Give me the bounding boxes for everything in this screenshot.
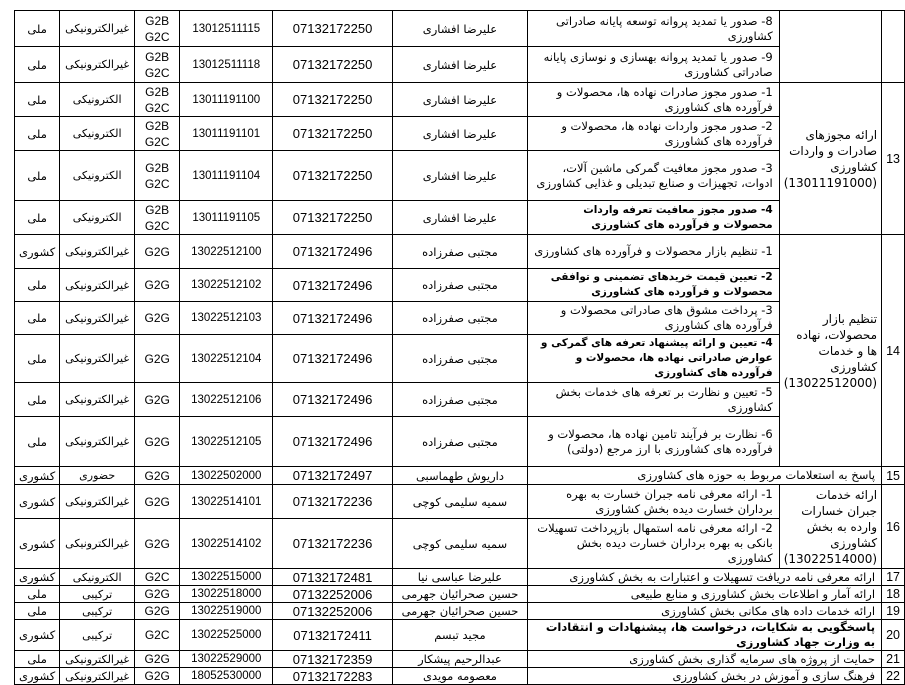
row-number: 22	[882, 668, 905, 685]
table-row	[15, 383, 905, 417]
service-type: G2G	[135, 651, 180, 668]
service-level: کشوری	[15, 668, 60, 685]
service-type: G2B G2C	[135, 201, 180, 235]
responsible-person: مجتبی صفرزاده	[392, 302, 527, 335]
service-title: حمایت از پروژه های سرمایه گذاری بخش کشاورزی	[528, 651, 882, 668]
service-level: ملی	[15, 83, 60, 117]
delivery-mode: غیرالکترونیکی	[60, 651, 135, 668]
row-number: 20	[882, 620, 905, 651]
responsible-person: عبدالرحیم پیشکار	[392, 651, 527, 668]
service-level: ملی	[15, 269, 60, 302]
responsible-person: مجتبی صفرزاده	[392, 269, 527, 302]
phone-number: 07132172236	[273, 519, 393, 569]
phone-number: 07132172496	[273, 269, 393, 302]
service-level: ملی	[15, 151, 60, 201]
delivery-mode: غیرالکترونیکی	[60, 11, 135, 47]
delivery-mode: الکترونیکی	[60, 201, 135, 235]
phone-number: 07132172283	[273, 668, 393, 685]
service-type: G2G	[135, 269, 180, 302]
service-title: 5- تعیین و نظارت بر تعرفه های خدمات بخش کشاورزی	[528, 383, 780, 417]
table-row	[15, 417, 905, 467]
phone-number: 07132172497	[273, 467, 393, 485]
delivery-mode: الکترونیکی	[60, 117, 135, 151]
table-row	[15, 302, 905, 335]
service-type: G2B G2C	[135, 151, 180, 201]
service-code: 13022512105	[180, 417, 273, 467]
service-level: ملی	[15, 417, 60, 467]
row-number: 16	[882, 485, 905, 569]
service-group: تنظیم بازار محصولات، نهاده ها و خدمات کشاورزی (13022512000)	[779, 235, 881, 467]
phone-number: 07132172496	[273, 335, 393, 383]
responsible-person: سمیه سلیمی کوچی	[392, 485, 527, 519]
responsible-person: مجتبی صفرزاده	[392, 417, 527, 467]
delivery-mode: الکترونیکی	[60, 569, 135, 586]
delivery-mode: غیرالکترونیکی	[60, 668, 135, 685]
service-level: ملی	[15, 302, 60, 335]
table-row	[15, 117, 905, 151]
service-title: ارائه معرفی نامه دریافت تسهیلات و اعتبارات به بخش کشاورزی	[528, 569, 882, 586]
service-level: ملی	[15, 603, 60, 620]
table-row	[15, 485, 905, 519]
service-code: 18052530000	[180, 668, 273, 685]
service-code: 13022514101	[180, 485, 273, 519]
phone-number: 07132172250	[273, 83, 393, 117]
service-code: 13012511115	[180, 11, 273, 47]
table-row	[15, 11, 905, 47]
service-title: ارائه آمار و اطلاعات بخش کشاورزی و منابع طبیعی	[528, 586, 882, 603]
row-number: 13	[882, 83, 905, 235]
row-number: 21	[882, 651, 905, 668]
service-type: G2G	[135, 417, 180, 467]
table-row	[15, 620, 905, 651]
responsible-person: سمیه سلیمی کوچی	[392, 519, 527, 569]
service-type: G2B G2C	[135, 83, 180, 117]
service-title: 1- تنظیم بازار محصولات و فرآورده های کشاورزی	[528, 235, 780, 269]
service-title: 4- تعیین و ارائه پیشنهاد تعرفه های گمرکی و عوارض صادراتی نهاده ها، محصولات و فرآورده های کشاورزی	[528, 335, 780, 383]
responsible-person: حسین صحرائیان جهرمی	[392, 603, 527, 620]
service-type: G2G	[135, 668, 180, 685]
service-type: G2G	[135, 335, 180, 383]
phone-number: 07132172250	[273, 47, 393, 83]
phone-number: 07132172359	[273, 651, 393, 668]
delivery-mode: غیرالکترونیکی	[60, 235, 135, 269]
delivery-mode: غیرالکترونیکی	[60, 519, 135, 569]
service-code: 13022512106	[180, 383, 273, 417]
delivery-mode: الکترونیکی	[60, 83, 135, 117]
table-row	[15, 467, 905, 485]
table-row	[15, 151, 905, 201]
service-type: G2C	[135, 620, 180, 651]
service-level: ملی	[15, 383, 60, 417]
service-level: کشوری	[15, 485, 60, 519]
responsible-person: حسین صحرائیان جهرمی	[392, 586, 527, 603]
service-title: 9- صدور یا تمدید پروانه بهسازی و نوسازی پایانه صادراتی کشاورزی	[528, 47, 780, 83]
responsible-person: مجتبی صفرزاده	[392, 335, 527, 383]
service-level: کشوری	[15, 620, 60, 651]
table-row	[15, 519, 905, 569]
service-type: G2G	[135, 603, 180, 620]
delivery-mode: غیرالکترونیکی	[60, 417, 135, 467]
delivery-mode: غیرالکترونیکی	[60, 485, 135, 519]
delivery-mode: غیرالکترونیکی	[60, 335, 135, 383]
phone-number: 07132172250	[273, 11, 393, 47]
service-title: 8- صدور یا تمدید پروانه توسعه پایانه صادراتی کشاورزی	[528, 11, 780, 47]
service-level: ملی	[15, 201, 60, 235]
table-row	[15, 47, 905, 83]
table-row	[15, 235, 905, 269]
service-title: 3- پرداخت مشوق های صادراتی محصولات و فرآورده های کشاورزی	[528, 302, 780, 335]
service-type: G2G	[135, 586, 180, 603]
service-level: کشوری	[15, 519, 60, 569]
service-code: 13022518000	[180, 586, 273, 603]
phone-number: 07132172496	[273, 417, 393, 467]
row-number: 15	[882, 467, 905, 485]
service-title: 2- ارائه معرفی نامه استمهال بازپرداخت تسهیلات بانکی به بهره برداران خسارت دیده بخش کشاورزی	[528, 519, 780, 569]
service-code: 13022529000	[180, 651, 273, 668]
table-row	[15, 651, 905, 668]
phone-number: 07132172496	[273, 383, 393, 417]
service-title: 6- نظارت بر فرآیند تامین نهاده ها، محصولات و فرآورده های کشاورزی با ارز مرجع (دولتی)	[528, 417, 780, 467]
delivery-mode: غیرالکترونیکی	[60, 302, 135, 335]
service-level: کشوری	[15, 569, 60, 586]
responsible-person: مجید تبسم	[392, 620, 527, 651]
table-row	[15, 586, 905, 603]
service-code: 13022512100	[180, 235, 273, 269]
service-type: G2G	[135, 467, 180, 485]
service-type: G2G	[135, 519, 180, 569]
phone-number: 07132252006	[273, 586, 393, 603]
delivery-mode: الکترونیکی	[60, 151, 135, 201]
service-code: 13011191104	[180, 151, 273, 201]
service-code: 13022502000	[180, 467, 273, 485]
service-code: 13011191105	[180, 201, 273, 235]
delivery-mode: غیرالکترونیکی	[60, 383, 135, 417]
service-type: G2B G2C	[135, 11, 180, 47]
service-title: 2- تعیین قیمت خریدهای تضمینی و توافقی محصولات و فرآورده های کشاورزی	[528, 269, 780, 302]
row-number: 18	[882, 586, 905, 603]
service-title: 1- صدور مجوز صادرات نهاده ها، محصولات و فرآورده های کشاورزی	[528, 83, 780, 117]
responsible-person: علیرضا عباسی نیا	[392, 569, 527, 586]
delivery-mode: ترکیبی	[60, 620, 135, 651]
service-title: 4- صدور مجوز معافیت تعرفه واردات محصولات و فرآورده های کشاورزی	[528, 201, 780, 235]
table-row	[15, 83, 905, 117]
service-group	[779, 11, 881, 83]
responsible-person: علیرضا افشاری	[392, 83, 527, 117]
service-type: G2B G2C	[135, 117, 180, 151]
service-code: 13022512104	[180, 335, 273, 383]
service-title: 3- صدور مجوز معافیت گمرکی ماشین آلات، ادوات، تجهیزات و صنایع تبدیلی و غذایی کشاورزی	[528, 151, 780, 201]
service-level: ملی	[15, 335, 60, 383]
responsible-person: معصومه مویدی	[392, 668, 527, 685]
service-type: G2G	[135, 302, 180, 335]
row-number: 19	[882, 603, 905, 620]
service-code: 13022514102	[180, 519, 273, 569]
service-code: 13011191100	[180, 83, 273, 117]
delivery-mode: حضوری	[60, 467, 135, 485]
table-row	[15, 201, 905, 235]
phone-number: 07132172236	[273, 485, 393, 519]
service-type: G2G	[135, 383, 180, 417]
phone-number: 07132172250	[273, 151, 393, 201]
service-title: 1- ارائه معرفی نامه جبران خسارت به بهره برداران خسارت دیده بخش کشاورزی	[528, 485, 780, 519]
services-table	[14, 10, 905, 685]
service-title: 2- صدور مجوز واردات نهاده ها، محصولات و فرآورده های کشاورزی	[528, 117, 780, 151]
service-level: ملی	[15, 47, 60, 83]
row-number: 17	[882, 569, 905, 586]
delivery-mode: ترکیبی	[60, 603, 135, 620]
responsible-person: علیرضا افشاری	[392, 201, 527, 235]
service-title: ارائه خدمات داده های مکانی بخش کشاورزی	[528, 603, 882, 620]
service-type: G2B G2C	[135, 47, 180, 83]
service-code: 13022512102	[180, 269, 273, 302]
service-type: G2G	[135, 485, 180, 519]
service-code: 13022525000	[180, 620, 273, 651]
table-row	[15, 269, 905, 302]
responsible-person: داریوش طهماسبی	[392, 467, 527, 485]
service-type: G2C	[135, 569, 180, 586]
table-row	[15, 569, 905, 586]
service-level: ملی	[15, 586, 60, 603]
service-level: کشوری	[15, 467, 60, 485]
service-code: 13022512103	[180, 302, 273, 335]
delivery-mode: غیرالکترونیکی	[60, 47, 135, 83]
service-group: ارائه خدمات جبران خسارات وارده به بخش کشاورزی (13022514000)	[779, 485, 881, 569]
delivery-mode: غیرالکترونیکی	[60, 269, 135, 302]
phone-number: 07132172496	[273, 235, 393, 269]
row-number: 14	[882, 235, 905, 467]
responsible-person: علیرضا افشاری	[392, 11, 527, 47]
service-title: پاسخگویی به شکایات، درخواست ها، پیشنهادات و انتقادات به وزارت جهاد کشاورزی	[528, 620, 882, 651]
service-level: ملی	[15, 11, 60, 47]
phone-number: 07132252006	[273, 603, 393, 620]
row-number	[882, 11, 905, 83]
phone-number: 07132172481	[273, 569, 393, 586]
phone-number: 07132172250	[273, 117, 393, 151]
table-row	[15, 603, 905, 620]
service-title: فرهنگ سازی و آموزش در بخش کشاورزی	[528, 668, 882, 685]
service-code: 13022515000	[180, 569, 273, 586]
service-level: ملی	[15, 651, 60, 668]
phone-number: 07132172496	[273, 302, 393, 335]
service-code: 13011191101	[180, 117, 273, 151]
delivery-mode: ترکیبی	[60, 586, 135, 603]
service-type: G2G	[135, 235, 180, 269]
service-level: کشوری	[15, 235, 60, 269]
responsible-person: علیرضا افشاری	[392, 117, 527, 151]
table-row	[15, 335, 905, 383]
responsible-person: مجتبی صفرزاده	[392, 383, 527, 417]
responsible-person: مجتبی صفرزاده	[392, 235, 527, 269]
phone-number: 07132172250	[273, 201, 393, 235]
service-group: ارائه مجوزهای صادرات و واردات کشاورزی (13011191000)	[779, 83, 881, 235]
phone-number: 07132172411	[273, 620, 393, 651]
responsible-person: علیرضا افشاری	[392, 151, 527, 201]
service-code: 13022519000	[180, 603, 273, 620]
service-title: پاسخ به استعلامات مربوط به حوزه های کشاورزی	[528, 467, 882, 485]
service-code: 13012511118	[180, 47, 273, 83]
table-row	[15, 668, 905, 685]
responsible-person: علیرضا افشاری	[392, 47, 527, 83]
service-level: ملی	[15, 117, 60, 151]
